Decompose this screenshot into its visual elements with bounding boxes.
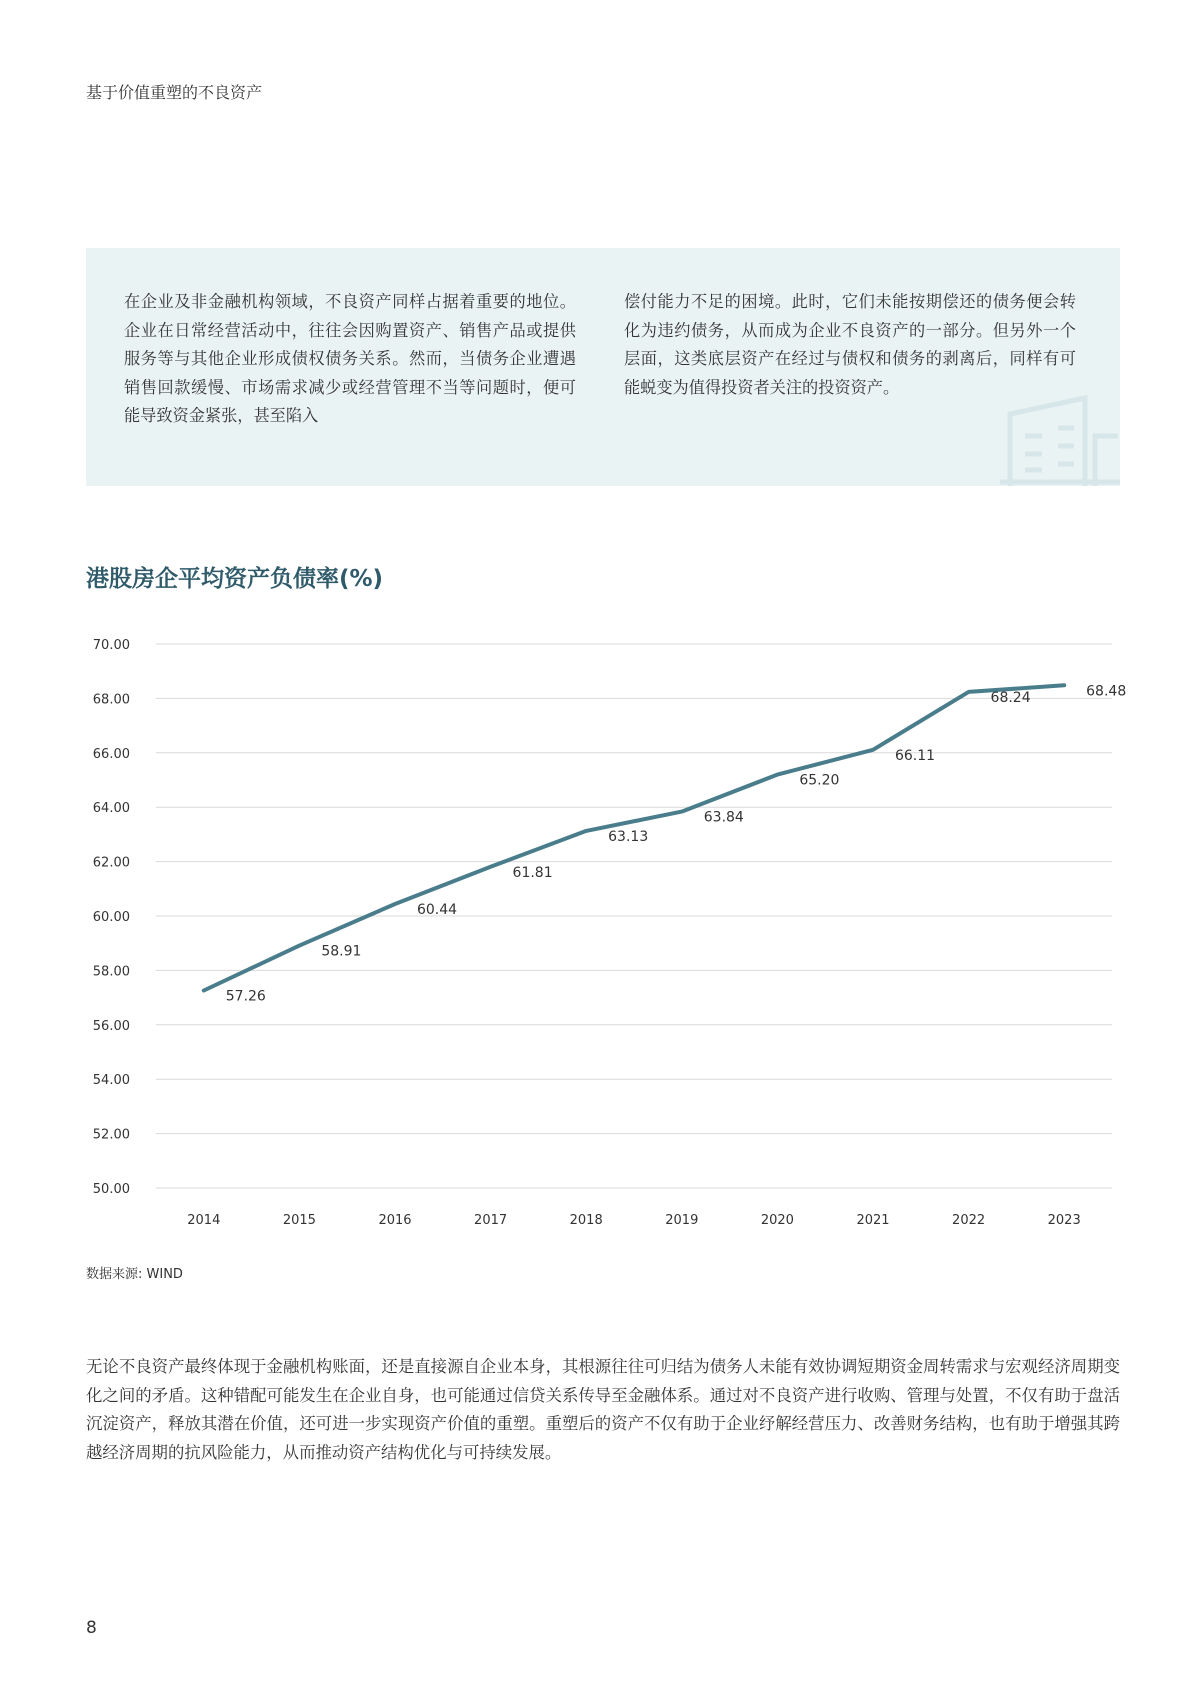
callout-box bbox=[86, 248, 1120, 486]
y-tick-label: 56.00 bbox=[92, 1018, 130, 1034]
data-label: 63.13 bbox=[608, 828, 649, 845]
y-tick-label: 64.00 bbox=[92, 801, 130, 817]
data-label: 57.26 bbox=[225, 988, 266, 1005]
x-tick-label: 2023 bbox=[1047, 1213, 1081, 1228]
x-tick-label: 2021 bbox=[856, 1213, 890, 1228]
data-source: 数据来源: WIND bbox=[86, 1267, 183, 1282]
y-tick-label: 66.00 bbox=[92, 746, 130, 762]
building-icon bbox=[990, 376, 1120, 486]
data-label: 63.84 bbox=[703, 809, 744, 826]
x-tick-label: 2022 bbox=[952, 1213, 986, 1228]
data-label: 61.81 bbox=[512, 864, 553, 881]
data-label: 68.24 bbox=[990, 689, 1031, 706]
y-tick-label: 62.00 bbox=[92, 855, 130, 871]
y-tick-label: 50.00 bbox=[92, 1182, 130, 1197]
y-tick-label: 58.00 bbox=[92, 964, 130, 980]
x-tick-label: 2020 bbox=[760, 1213, 794, 1228]
y-tick-label: 52.00 bbox=[92, 1127, 130, 1143]
x-tick-label: 2015 bbox=[282, 1213, 316, 1228]
body-paragraph: 无论不良资产最终体现于金融机构账面，还是直接源自企业本身，其根源往往可归结为债务人未能有效协调短期资金周转需求与宏观经济周期变化之间的矛盾。这种错配可能发生在企业自身，也可能通过信贷关系传导至金融体系。通过对不良资产进行收购、管理与处置，不仅有助于盘活沉淀资产，释放其潜在价值，还可进一步实现资产价值的重塑。重塑后的资产不仅有助于企业纾解经营压力、改善财务结构，也有助于增强其跨越经济周期的抗风险能力，从而推动资产结构优化与可持续发展。 bbox=[86, 1357, 1120, 1462]
data-label: 68.48 bbox=[1086, 683, 1127, 700]
data-label: 65.20 bbox=[799, 772, 840, 789]
data-label: 58.91 bbox=[321, 943, 362, 960]
data-label: 66.11 bbox=[894, 747, 936, 764]
data-label: 60.44 bbox=[416, 902, 458, 919]
x-tick-label: 2014 bbox=[187, 1213, 221, 1228]
y-tick-label: 70.00 bbox=[92, 638, 130, 653]
x-tick-label: 2016 bbox=[378, 1213, 412, 1228]
chart-title: 港股房企平均资产负债率(%) bbox=[86, 566, 384, 592]
line-chart bbox=[0, 620, 1200, 1240]
running-header: 基于价值重塑的不良资产 bbox=[86, 83, 263, 102]
callout-text-left: 在企业及非金融机构领域，不良资产同样占据着重要的地位。企业在日常经营活动中，往往会因购置资产、销售产品或提供服务等与其他企业形成债权债务关系。然而，当债务企业遭遇销售回款缓慢、市场需求减少或经营管理不当等问题时，便可能导致资金紧张，甚至陷入 bbox=[124, 292, 576, 425]
x-tick-label: 2018 bbox=[569, 1213, 603, 1228]
y-tick-label: 60.00 bbox=[92, 910, 130, 925]
y-tick-label: 68.00 bbox=[92, 692, 130, 708]
page-number: 8 bbox=[86, 1618, 97, 1638]
x-tick-label: 2019 bbox=[665, 1213, 699, 1228]
x-tick-label: 2017 bbox=[474, 1213, 508, 1228]
callout-text-right: 偿付能力不足的困境。此时，它们未能按期偿还的债务便会转化为违约债务，从而成为企业不良资产的一部分。但另外一个层面，这类底层资产在经过与债权和债务的剥离后，同样有可能蜕变为值得投资者关注的投资资产。 bbox=[624, 292, 1076, 397]
y-tick-label: 54.00 bbox=[92, 1073, 130, 1089]
